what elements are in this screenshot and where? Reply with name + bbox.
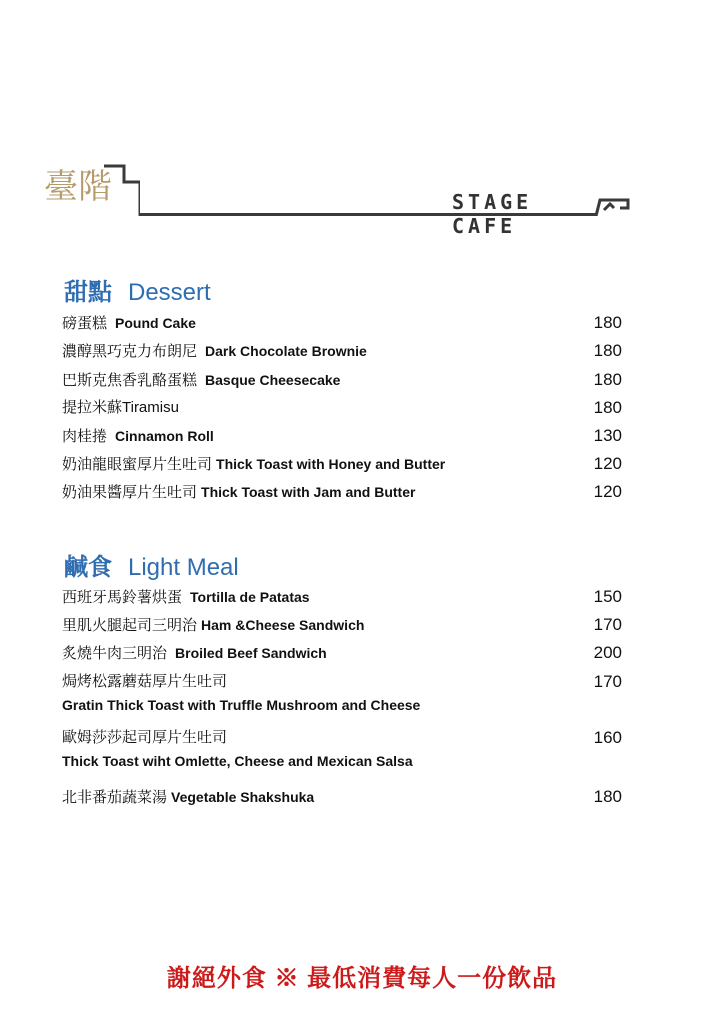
item-name-zh: 肉桂捲 [62,428,108,445]
item-name-en: Thick Toast wiht Omlette, Cheese and Mexican Salsa [62,753,413,769]
item-price: 150 [593,587,622,606]
item-name-zh: 炙燒牛肉三明治 [62,645,168,662]
item-name-en: Basque Cheesecake [205,372,341,388]
menu-item [62,339,622,363]
section-title-dessert [64,279,211,307]
item-name-zh: 里肌火腿起司三明治 [62,617,198,634]
menu-item [62,670,622,694]
item-name-zh: 磅蛋糕 [62,315,108,332]
item-name-zh: 西班牙馬鈴薯烘蛋 [62,589,183,606]
menu-item [62,368,622,392]
menu-item [62,726,622,750]
menu-header [0,0,724,240]
menu-item [62,311,622,335]
item-price: 180 [593,341,622,360]
item-name-zh: 提拉米蘇Tiramisu [62,399,179,416]
item-name-zh: 奶油龍眼蜜厚片生吐司 [62,456,213,473]
flag-icon [594,196,630,216]
item-price: 180 [593,787,622,806]
item-price: 200 [593,643,622,662]
item-price: 180 [593,370,622,389]
item-name-en: Pound Cake [115,315,196,331]
item-name-en: Gratin Thick Toast with Truffle Mushroom and Cheese [62,697,421,713]
section-title-en: Dessert [128,279,211,306]
section-title-en: Light Meal [128,554,239,581]
item-name-en: Broiled Beef Sandwich [175,645,327,661]
item-name-zh: 歐姆莎莎起司厚片生吐司 [62,729,228,746]
item-name-en: Vegetable Shakshuka [171,789,315,805]
item-name-en: Thick Toast with Honey and Butter [216,456,446,472]
menu-item [62,396,622,420]
item-price: 120 [593,482,622,501]
section-title-zh: 甜點 [64,279,112,306]
logo-text: 臺階 [44,167,112,207]
brand-name: STAGE CAFE [452,190,533,238]
menu-item [62,585,622,609]
item-name-zh: 焗烤松露蘑菇厚片生吐司 [62,673,228,690]
menu-item [62,424,622,448]
item-price: 170 [593,615,622,634]
item-price: 170 [593,672,622,691]
menu-item [62,480,622,504]
stage-logo-icon [44,158,140,222]
item-price: 160 [593,728,622,747]
item-price: 130 [593,426,622,445]
item-name-en: Ham &Cheese Sandwich [201,617,365,633]
section-title-zh: 鹹食 [64,554,112,581]
menu-item [62,785,622,809]
item-price: 180 [593,313,622,332]
menu-item [62,641,622,665]
item-name-en: Thick Toast with Jam and Butter [201,484,416,500]
item-name-zh: 奶油果醬厚片生吐司 [62,484,198,501]
menu-item [62,452,622,476]
footer-notice: 謝絕外食 ※ 最低消費每人一份飲品 [166,965,558,992]
item-name-zh: 濃醇黑巧克力布朗尼 [62,343,198,360]
item-name-zh: 巴斯克焦香乳酪蛋糕 [62,372,198,389]
item-name-en: Cinnamon Roll [115,428,214,444]
section-title-light-meal [64,554,239,582]
item-name-en: Dark Chocolate Brownie [205,343,367,359]
menu-item [62,613,622,637]
item-price: 120 [593,454,622,473]
item-name-en: Tortilla de Patatas [190,589,310,605]
item-name-zh: 北非番茄蔬菜湯 [62,789,168,806]
item-price: 180 [593,398,622,417]
